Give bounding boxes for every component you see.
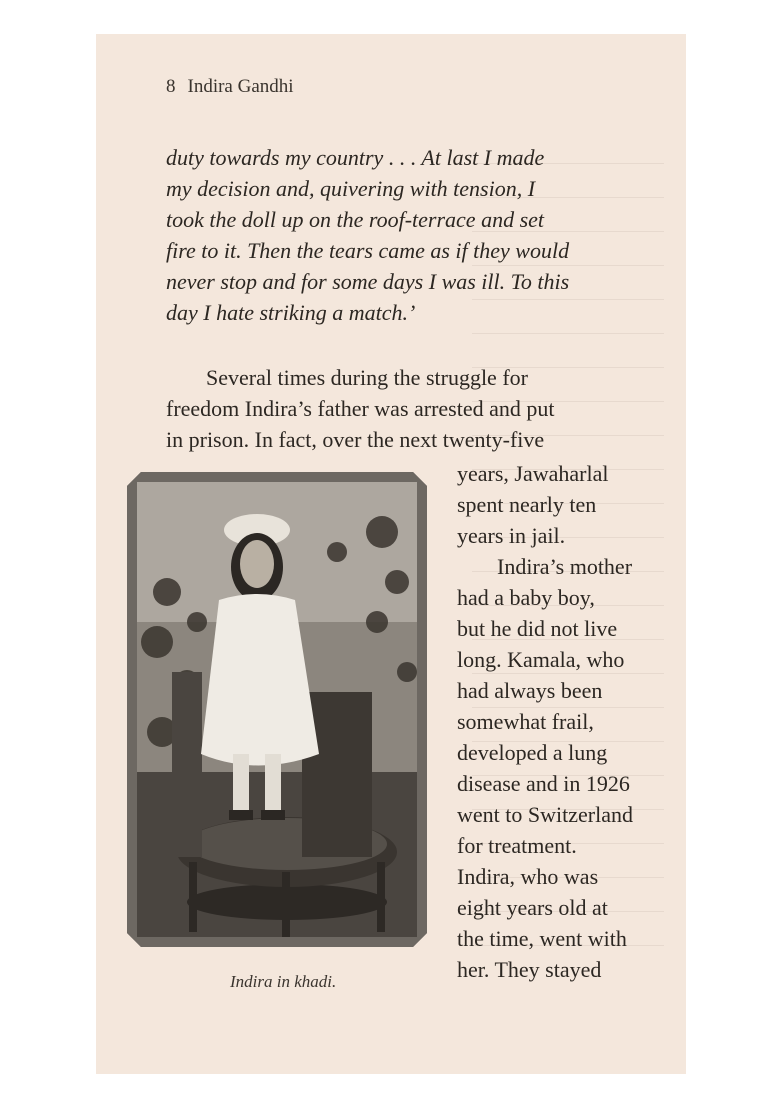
page-number: 8: [166, 76, 176, 97]
quote-line: day I hate striking a match.’: [166, 300, 416, 325]
column-line: years in jail.: [457, 523, 566, 548]
photo-indira-in-khadi: [127, 472, 427, 947]
photo-image: [127, 472, 427, 947]
column-line: her. They stayed: [457, 957, 602, 982]
quote-line: my decision and, quivering with tension, I: [166, 176, 536, 201]
wrapped-column: [457, 458, 633, 985]
quote-line: duty towards my country . . . At last I made: [166, 145, 545, 170]
body-line: freedom Indira’s father was arrested and put: [166, 396, 555, 421]
column-line: eight years old at: [457, 895, 608, 920]
body-paragraph: [166, 362, 555, 455]
column-line: somewhat frail,: [457, 709, 594, 734]
quote-line: never stop and for some days I was ill. To this: [166, 269, 570, 294]
column-line: had always been: [457, 678, 603, 703]
quote-paragraph: [166, 142, 569, 328]
running-title: Indira Gandhi: [187, 76, 294, 97]
column-line: for treatment.: [457, 833, 577, 858]
column-line: years, Jawaharlal: [457, 461, 609, 486]
column-line: but he did not live: [457, 616, 618, 641]
column-line: disease and in 1926: [457, 771, 630, 796]
column-line: Indira’s mother: [497, 554, 633, 579]
column-line: long. Kamala, who: [457, 647, 625, 672]
body-line: Several times during the struggle for: [206, 365, 528, 390]
column-line: spent nearly ten: [457, 492, 597, 517]
running-header: [166, 76, 294, 98]
column-line: Indira, who was: [457, 864, 599, 889]
body-line: in prison. In fact, over the next twenty-five: [166, 427, 545, 452]
photo-caption: Indira in khadi.: [230, 972, 337, 991]
quote-line: took the doll up on the roof-terrace and set: [166, 207, 545, 232]
quote-line: fire to it. Then the tears came as if they would: [166, 238, 570, 263]
column-line: went to Switzerland: [457, 802, 633, 827]
column-line: developed a lung: [457, 740, 608, 765]
column-line: the time, went with: [457, 926, 627, 951]
column-line: had a baby boy,: [457, 585, 595, 610]
